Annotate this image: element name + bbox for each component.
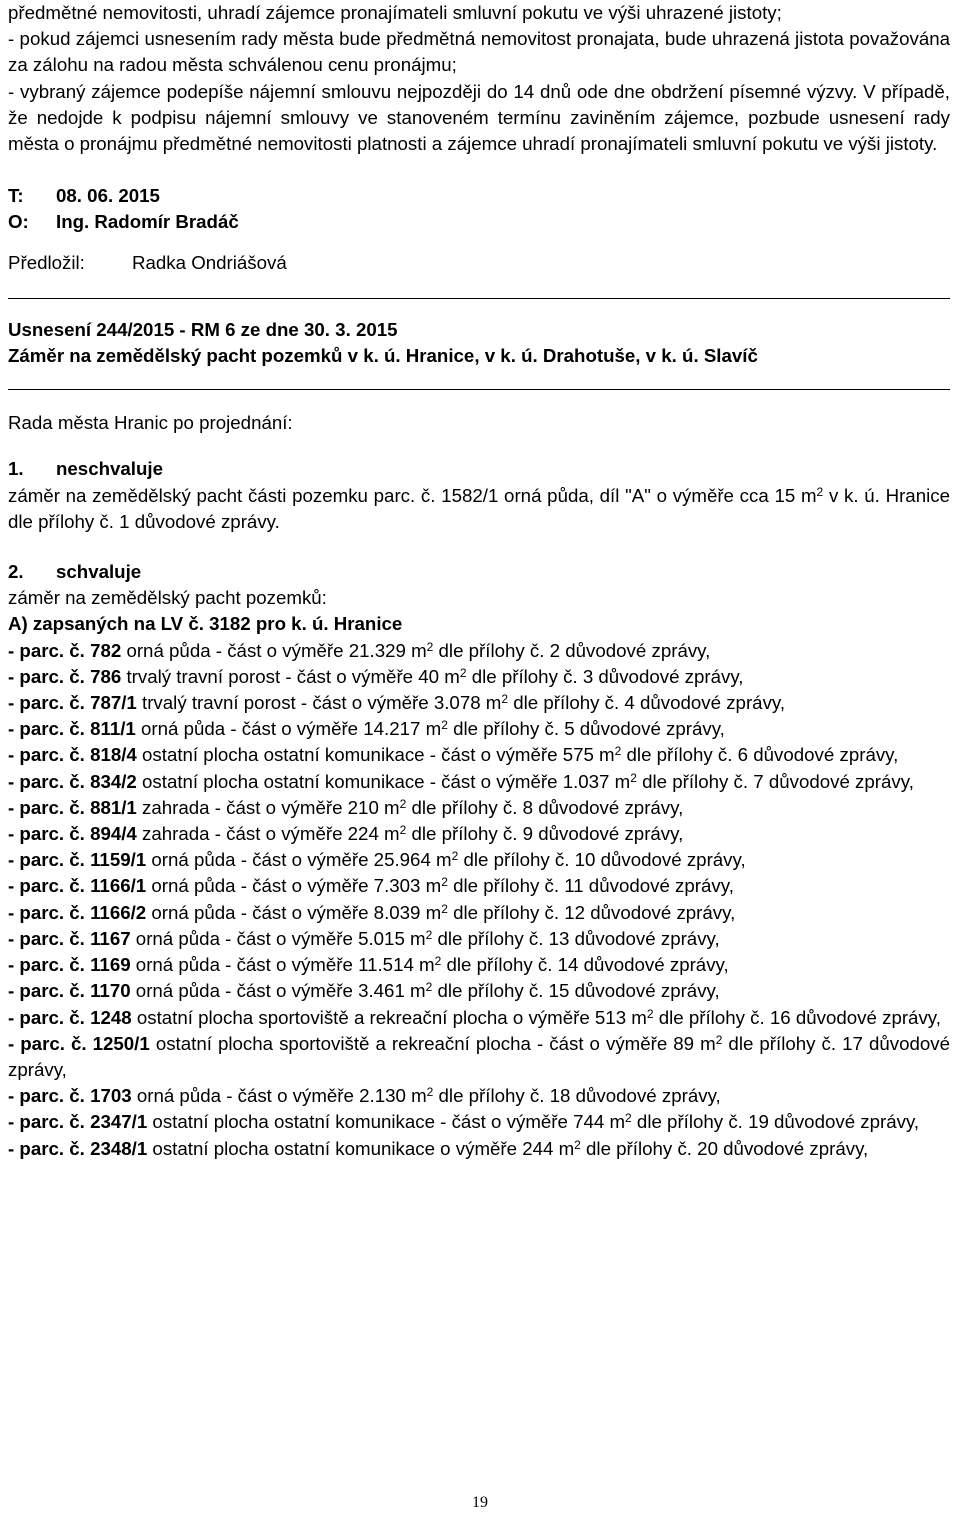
parcel-description: zahrada - část o výměře 224 m: [136, 823, 400, 845]
parcel-number: 2348/1: [90, 1137, 148, 1159]
parcel-number: 834/2: [90, 770, 137, 792]
parcel-item: [8, 742, 950, 768]
parcel-unit-sup: 2: [425, 980, 433, 995]
parcel-description: orná půda - část o výměře 3.461 m: [130, 980, 426, 1002]
parcel-item: [8, 952, 950, 978]
parcel-prefix: - parc. č.: [8, 823, 91, 845]
parcel-reference: dle přílohy č. 4 důvodové zprávy,: [508, 692, 786, 714]
parcel-number: 818/4: [90, 744, 137, 766]
parcel-reference: dle přílohy č. 16 důvodové zprávy,: [653, 1006, 941, 1028]
parcel-reference: dle přílohy č. 6 důvodové zprávy,: [621, 744, 899, 766]
parcel-reference: dle přílohy č. 8 důvodové zprávy,: [406, 796, 684, 818]
parcel-description: trvalý travní porost - část o výměře 3.078 m: [136, 692, 502, 714]
parcel-reference: dle přílohy č. 17 důvodové zprávy,: [8, 1032, 951, 1080]
page-number: 19: [472, 1494, 488, 1511]
parcel-unit-sup: 2: [441, 718, 448, 733]
item-1-number: 1.: [8, 458, 24, 480]
parcel-item: [8, 1136, 950, 1162]
parcel-item: [8, 664, 950, 690]
parcel-item: [8, 1031, 950, 1083]
submitted-by: [8, 250, 950, 276]
parcel-number: 1159/1: [90, 849, 147, 871]
intro-paragraph-3b: V případě, že nedojde k podpisu nájemní smlouvy ve stanoveném termínu zaviněním zájemce, pozbude usnesení rady města o pronájmu předmětné nemovitosti platnosti a zájemce uhradí pronajímateli smluvní pokutu ve výši jistoty.: [8, 80, 950, 155]
item-2-verb: schvaluje: [56, 561, 142, 583]
parcel-unit-sup: 2: [426, 1085, 434, 1100]
resolution-title: Záměr na zemědělský pacht pozemků v k. ú. Hranice, v k. ú. Drahotuše, v k. ú. Slavíč: [8, 345, 758, 367]
parcel-number: 2347/1: [90, 1111, 148, 1133]
parcel-description: orná půda - část o výměře 8.039 m: [146, 901, 442, 923]
parcel-description: orná půda - část o výměře 2.130 m: [131, 1085, 427, 1107]
parcel-item: [8, 1083, 950, 1109]
parcel-number: 787/1: [90, 692, 137, 714]
parcel-prefix: - parc. č.: [8, 639, 91, 661]
parcel-item: [8, 769, 950, 795]
parcel-number: 1250/1: [92, 1032, 150, 1054]
parcel-item: [8, 1005, 950, 1031]
parcel-unit-sup: 2: [614, 744, 622, 759]
item-1-heading: [8, 456, 950, 482]
item-1-sup: 2: [816, 484, 824, 499]
parcel-unit-sup: 2: [574, 1137, 581, 1152]
parcel-unit-sup: 2: [451, 849, 459, 864]
resolution-number: Usnesení 244/2015 - RM 6 ze dne 30. 3. 2015: [8, 318, 398, 340]
parcel-reference: dle přílohy č. 7 důvodové zprávy,: [636, 770, 914, 792]
parcel-description: orná půda - část o výměře 5.015 m: [130, 927, 426, 949]
parcel-item: [8, 716, 950, 742]
parcel-prefix: - parc. č.: [8, 665, 91, 687]
parcel-unit-sup: 2: [434, 954, 442, 969]
item-1-text-a: záměr na zemědělský pacht části pozemku parc. č. 1582/1 orná půda, díl "A" o výměře cca 15 m: [8, 484, 817, 506]
parcel-description: orná půda - část o výměře 25.964 m: [146, 849, 452, 871]
parcel-reference: dle přílohy č. 13 důvodové zprávy,: [432, 927, 720, 949]
parcel-number: 1170: [90, 980, 131, 1002]
parcel-prefix: - parc. č.: [8, 1085, 91, 1107]
parcel-prefix: - parc. č.: [8, 796, 91, 818]
parcel-reference: dle přílohy č. 10 důvodové zprávy,: [458, 849, 746, 871]
intro-paragraph-3: [8, 79, 950, 158]
parcel-unit-sup: 2: [625, 1111, 632, 1126]
parcel-number: 1167: [90, 927, 131, 949]
parcel-reference: dle přílohy č. 18 důvodové zprávy,: [433, 1085, 721, 1107]
parcel-description: orná půda - část o výměře 11.514 m: [130, 954, 435, 976]
parcel-unit-sup: 2: [399, 796, 407, 811]
parcel-description: zahrada - část o výměře 210 m: [136, 796, 400, 818]
task-deadline: [8, 183, 950, 209]
parcel-unit-sup: 2: [441, 875, 448, 890]
parcel-description: ostatní plocha sportoviště a rekreační plocha o výměře 513 m: [131, 1006, 647, 1028]
document-page: [8, 0, 950, 1162]
parcel-reference: dle přílohy č. 20 důvodové zprávy,: [580, 1137, 869, 1159]
parcel-prefix: - parc. č.: [8, 692, 91, 714]
parcel-prefix: - parc. č.: [8, 718, 91, 740]
intro-paragraph-1: předmětné nemovitosti, uhradí zájemce pronajímateli smluvní pokutu ve výši uhrazené jistoty;: [8, 2, 782, 23]
item-1-verb: neschvaluje: [56, 458, 163, 480]
parcel-description: orná půda - část o výměře 7.303 m: [146, 875, 442, 897]
parcel-reference: dle přílohy č. 5 důvodové zprávy,: [447, 718, 725, 740]
parcel-prefix: - parc. č.: [8, 954, 91, 976]
parcel-description: orná půda - část o výměře 21.329 m: [121, 639, 427, 661]
parcel-description: ostatní plocha ostatní komunikace - část o výměře 575 m: [136, 744, 615, 766]
parcel-item: [8, 847, 950, 873]
parcel-list: [8, 638, 950, 1162]
item-2-number: 2.: [8, 561, 24, 583]
parcel-number: 1169: [90, 954, 131, 976]
parcel-description: orná půda - část o výměře 14.217 m: [135, 718, 442, 740]
parcel-prefix: - parc. č.: [8, 901, 91, 923]
parcel-item: [8, 978, 950, 1004]
parcel-number: 894/4: [90, 823, 137, 845]
parcel-number: 782: [90, 639, 122, 661]
parcel-prefix: - parc. č.: [8, 1032, 93, 1054]
parcel-item: [8, 821, 950, 847]
parcel-prefix: - parc. č.: [8, 770, 91, 792]
parcel-item: [8, 926, 950, 952]
parcel-item: [8, 690, 950, 716]
parcel-unit-sup: 2: [715, 1032, 723, 1047]
parcel-reference: dle přílohy č. 19 důvodové zprávy,: [631, 1111, 920, 1133]
parcel-unit-sup: 2: [646, 1006, 654, 1021]
parcel-description: ostatní plocha ostatní komunikace - část o výměře 744 m: [147, 1111, 626, 1133]
parcel-unit-sup: 2: [630, 770, 637, 785]
parcel-prefix: - parc. č.: [8, 927, 91, 949]
parcel-prefix: - parc. č.: [8, 849, 91, 871]
submitted-by-label: Předložil:: [8, 251, 85, 273]
parcel-unit-sup: 2: [425, 927, 433, 942]
parcel-number: 1166/1: [90, 875, 147, 897]
parcel-number: 1166/2: [90, 901, 147, 923]
parcel-prefix: - parc. č.: [8, 1006, 91, 1028]
council-intro: Rada města Hranic po projednání:: [8, 412, 293, 434]
parcel-prefix: - parc. č.: [8, 980, 91, 1002]
parcel-item: [8, 900, 950, 926]
parcel-prefix: - parc. č.: [8, 875, 91, 897]
parcel-reference: dle přílohy č. 9 důvodové zprávy,: [406, 823, 684, 845]
parcel-item: [8, 638, 950, 664]
parcel-number: 881/1: [90, 796, 137, 818]
parcel-prefix: - parc. č.: [8, 744, 91, 766]
parcel-reference: dle přílohy č. 3 důvodové zprávy,: [466, 665, 744, 687]
item-2-intro: záměr na zemědělský pacht pozemků:: [8, 587, 327, 609]
item-1-text: [8, 483, 950, 535]
parcel-unit-sup: 2: [501, 692, 509, 707]
parcel-reference: dle přílohy č. 12 důvodové zprávy,: [447, 901, 736, 923]
parcel-reference: dle přílohy č. 15 důvodové zprávy,: [432, 980, 720, 1002]
parcel-number: 1248: [90, 1006, 132, 1028]
intro-paragraph-3a: - vybraný zájemce podepíše nájemní smlouvu nejpozději do 14 dnů ode dne obdržení písemné výzvy.: [8, 80, 858, 102]
item-1-text-b: v k. ú. Hranice dle přílohy č. 1 důvodové zprávy.: [8, 484, 950, 532]
task-owner-value: Ing. Radomír Bradáč: [56, 211, 239, 233]
parcel-reference: dle přílohy č. 2 důvodové zprávy,: [433, 639, 711, 661]
task-deadline-value: 08. 06. 2015: [56, 185, 160, 207]
parcel-reference: dle přílohy č. 11 důvodové zprávy,: [447, 875, 734, 897]
task-owner: [8, 209, 950, 235]
parcel-description: trvalý travní porost - část o výměře 40 m: [121, 665, 460, 687]
parcel-prefix: - parc. č.: [8, 1111, 91, 1133]
parcel-number: 1703: [90, 1085, 132, 1107]
parcel-item: [8, 873, 950, 899]
parcel-unit-sup: 2: [441, 901, 448, 916]
parcel-description: ostatní plocha ostatní komunikace o výměře 244 m: [147, 1137, 575, 1159]
parcel-number: 786: [90, 665, 122, 687]
intro-paragraph-2: - pokud zájemci usnesením rady města bude předmětná nemovitost pronajata, bude uhrazená jistota považována za zálohu na radou města schválenou cenu pronájmu;: [8, 28, 950, 76]
parcel-prefix: - parc. č.: [8, 1137, 91, 1159]
parcel-item: [8, 795, 950, 821]
parcel-unit-sup: 2: [459, 665, 467, 680]
parcel-item: [8, 1109, 950, 1135]
parcel-unit-sup: 2: [426, 639, 434, 654]
parcel-reference: dle přílohy č. 14 důvodové zprávy,: [441, 954, 729, 976]
submitted-by-value: Radka Ondriášová: [132, 251, 287, 273]
parcel-number: 811/1: [90, 718, 136, 740]
task-deadline-label: T:: [8, 185, 24, 207]
parcel-description: ostatní plocha ostatní komunikace - část o výměře 1.037 m: [136, 770, 631, 792]
parcel-unit-sup: 2: [399, 823, 407, 838]
item-2-heading: [8, 559, 950, 585]
item-2-group: A) zapsaných na LV č. 3182 pro k. ú. Hranice: [8, 613, 403, 635]
task-owner-label: O:: [8, 211, 29, 233]
parcel-description: ostatní plocha sportoviště a rekreační plocha - část o výměře 89 m: [149, 1032, 716, 1054]
